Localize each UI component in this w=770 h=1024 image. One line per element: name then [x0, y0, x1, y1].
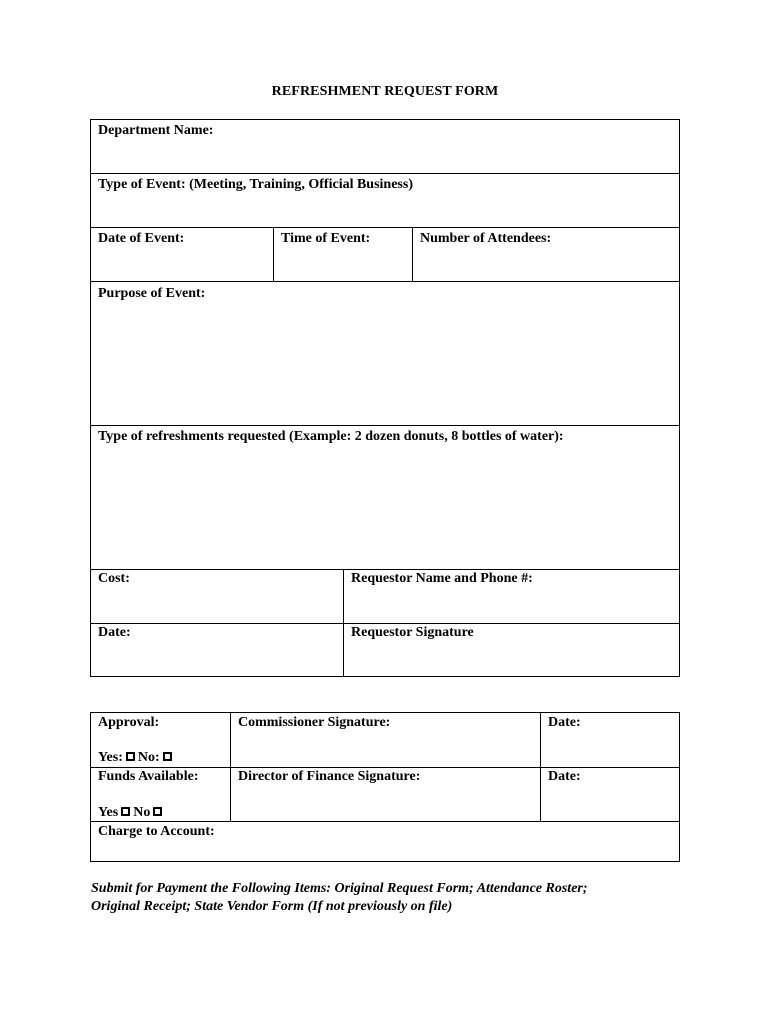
- charge-to-account-field[interactable]: [90, 821, 680, 862]
- approval-yes-checkbox[interactable]: [126, 752, 135, 761]
- date-label: Date:: [98, 625, 131, 640]
- event-type-field[interactable]: [90, 173, 680, 228]
- commissioner-date-field[interactable]: [540, 712, 680, 768]
- approval-cell: [90, 712, 231, 768]
- refreshments-requested-field[interactable]: [90, 425, 680, 570]
- cost-field[interactable]: [90, 569, 344, 624]
- department-name-field[interactable]: [90, 119, 680, 174]
- approval-no-label: No:: [137, 750, 160, 765]
- charge-to-account-label: Charge to Account:: [98, 824, 215, 839]
- funds-no-checkbox[interactable]: [153, 807, 162, 816]
- purpose-of-event-field[interactable]: [90, 281, 680, 426]
- requestor-signature-field[interactable]: [343, 623, 680, 677]
- date-of-event-field[interactable]: [90, 227, 274, 282]
- approval-yes-no: [98, 750, 175, 766]
- date-field[interactable]: [90, 623, 344, 677]
- commissioner-signature-field[interactable]: [230, 712, 541, 768]
- submission-note: [91, 880, 691, 916]
- number-of-attendees-label: Number of Attendees:: [420, 231, 552, 246]
- requestor-name-phone-label: Requestor Name and Phone #:: [351, 571, 533, 586]
- purpose-of-event-label: Purpose of Event:: [98, 286, 206, 301]
- funds-yes-checkbox[interactable]: [121, 807, 130, 816]
- number-of-attendees-field[interactable]: [412, 227, 680, 282]
- department-name-label: Department Name:: [98, 123, 214, 138]
- commissioner-date-label: Date:: [548, 715, 581, 730]
- approval-yes-label: Yes:: [98, 750, 123, 765]
- funds-no-label: No: [133, 805, 151, 820]
- finance-director-signature-field[interactable]: [230, 767, 541, 822]
- funds-yes-no: [98, 805, 165, 821]
- funds-available-label: Funds Available:: [98, 769, 199, 784]
- refreshments-requested-label: Type of refreshments requested (Example: 2 dozen donuts, 8 bottles of water):: [98, 429, 564, 444]
- submission-note-line-2: Original Receipt; State Vendor Form (If not previously on file): [91, 899, 453, 914]
- cost-label: Cost:: [98, 571, 130, 586]
- date-of-event-label: Date of Event:: [98, 231, 185, 246]
- finance-date-field[interactable]: [540, 767, 680, 822]
- finance-date-label: Date:: [548, 769, 581, 784]
- submission-note-line-1: Submit for Payment the Following Items: Original Request Form; Attendance Roster;: [91, 881, 588, 896]
- funds-yes-label: Yes: [98, 805, 119, 820]
- approval-label: Approval:: [98, 715, 160, 730]
- time-of-event-label: Time of Event:: [281, 231, 371, 246]
- finance-director-signature-label: Director of Finance Signature:: [238, 769, 421, 784]
- commissioner-signature-label: Commissioner Signature:: [238, 715, 391, 730]
- requestor-name-phone-field[interactable]: [343, 569, 680, 624]
- requestor-signature-label: Requestor Signature: [351, 625, 474, 640]
- event-type-label: Type of Event: (Meeting, Training, Official Business): [98, 177, 413, 192]
- approval-no-checkbox[interactable]: [163, 752, 172, 761]
- form-title: REFRESHMENT REQUEST FORM: [271, 84, 499, 99]
- time-of-event-field[interactable]: [273, 227, 413, 282]
- funds-available-cell: [90, 767, 231, 822]
